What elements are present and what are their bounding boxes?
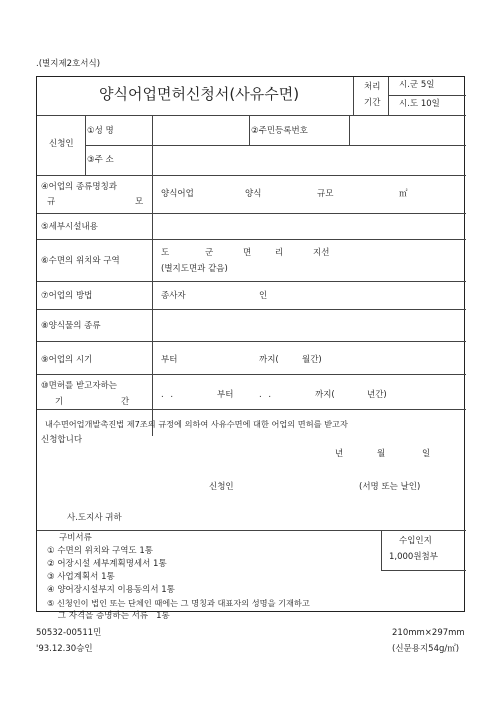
processing-province: 시.도 10일 <box>399 99 440 109</box>
row9-to: 까지( <box>259 355 279 365</box>
doc-item-4: ④ 양어장시설부지 이용동의서 1통 <box>47 585 175 595</box>
address-field[interactable] <box>153 146 465 174</box>
row6-myeon: 면 <box>243 248 252 258</box>
statement-line-1: 내수면어업개발촉진법 제7조의 규정에 의하여 사유수면에 대한 어업의 면허를 받고자 <box>45 419 348 429</box>
footer-paper-type: (신문용지54g/㎡) <box>392 644 460 654</box>
name-field[interactable] <box>153 116 248 144</box>
row6-label: ⑥수면의 위치와 구역 <box>41 256 120 266</box>
doc-item-5: ⑤ 신청인이 법인 또는 단체인 때에는 그 명칭과 대표자의 성명을 기재하고 <box>47 598 310 608</box>
row10-label-2b: 간 <box>121 397 130 407</box>
applicant-signature-label: 신청인 <box>209 482 234 492</box>
date-month: 월 <box>377 449 386 459</box>
row10-years: 년간) <box>367 390 387 400</box>
date-year: 년 <box>335 449 344 459</box>
processing-label-2: 기간 <box>364 98 381 108</box>
row7-label: ⑦어업의 방법 <box>41 291 93 301</box>
row10-dots-2: . . <box>259 390 274 400</box>
row10-dots-1: . . <box>161 390 176 400</box>
row9-label: ⑨어업의 시기 <box>41 355 93 365</box>
doc-item-3: ③ 사업계획서 1통 <box>47 572 115 582</box>
rrn-field[interactable] <box>350 116 465 144</box>
address-label: ③주 소 <box>87 155 114 165</box>
row7-persons: 인 <box>259 291 268 301</box>
doc-item-2: ② 어장시설 세부계획명세서 1통 <box>47 559 167 569</box>
row6-ri: 리 <box>275 248 284 258</box>
footer-paper-size: 210mm×297mm <box>392 628 465 638</box>
row9-from: 부터 <box>161 355 178 365</box>
date-day: 일 <box>422 449 431 459</box>
application-form <box>36 76 465 621</box>
row10-to: 까지( <box>315 390 335 400</box>
stamp-value: 1,000원첨부 <box>389 552 438 562</box>
row8-label: ⑧양식물의 종류 <box>41 321 101 331</box>
row6-do: 도 <box>161 248 170 258</box>
row9-months: 월간) <box>302 355 322 365</box>
row6-jiseon: 지선 <box>313 248 330 258</box>
name-label: ①성 명 <box>87 126 114 136</box>
row10-label-2a: 기 <box>55 397 64 407</box>
doc-item-5-cont: 그 자격을 증명하는 서류 1통 <box>47 611 170 621</box>
form-number: .(별지제2호서식) <box>36 59 101 69</box>
footer-code: 50532-00511민 <box>36 628 102 638</box>
row4-scale: 규모 <box>317 189 334 199</box>
processing-city-county: 시.군 5일 <box>399 80 435 90</box>
form-title: 양식어업면허신청서(사유수면) <box>99 85 300 103</box>
row4-label-2: 규 <box>47 197 56 207</box>
row5-label: ⑤세부시설내용 <box>41 222 98 232</box>
applicant-section-label: 신청인 <box>49 139 74 149</box>
docs-header: 구비서류 <box>59 533 92 543</box>
species-field[interactable] <box>153 310 465 340</box>
doc-item-1: ① 수면의 위치와 구역도 1통 <box>47 546 153 556</box>
row4-label-1: ④어업의 종류명칭과 <box>41 182 118 192</box>
row10-label-1: ⑩면허를 받고자하는 <box>41 381 118 391</box>
row4-label-3: 모 <box>135 197 144 207</box>
row4-unit: ㎡ <box>399 189 408 199</box>
statement-line-2: 신청합니다 <box>41 435 83 445</box>
footer-approval: '93.12.30승인 <box>36 644 93 654</box>
facility-details-field[interactable] <box>153 214 465 238</box>
row6-note: (별지도면과 같음) <box>161 264 228 274</box>
row10-from: 부터 <box>217 390 234 400</box>
row7-workers: 종사자 <box>161 291 186 301</box>
sign-or-seal-label: (서명 또는 날인) <box>359 482 421 492</box>
stamp-label: 수입인지 <box>399 536 432 546</box>
row6-gun: 군 <box>205 248 214 258</box>
row4-culture: 양식 <box>245 189 262 199</box>
addressee: 사.도지사 귀하 <box>67 513 122 523</box>
row4-fishery-type: 양식어업 <box>161 189 194 199</box>
processing-label-1: 처리 <box>364 82 381 92</box>
rrn-label: ②주민등록번호 <box>251 126 308 136</box>
